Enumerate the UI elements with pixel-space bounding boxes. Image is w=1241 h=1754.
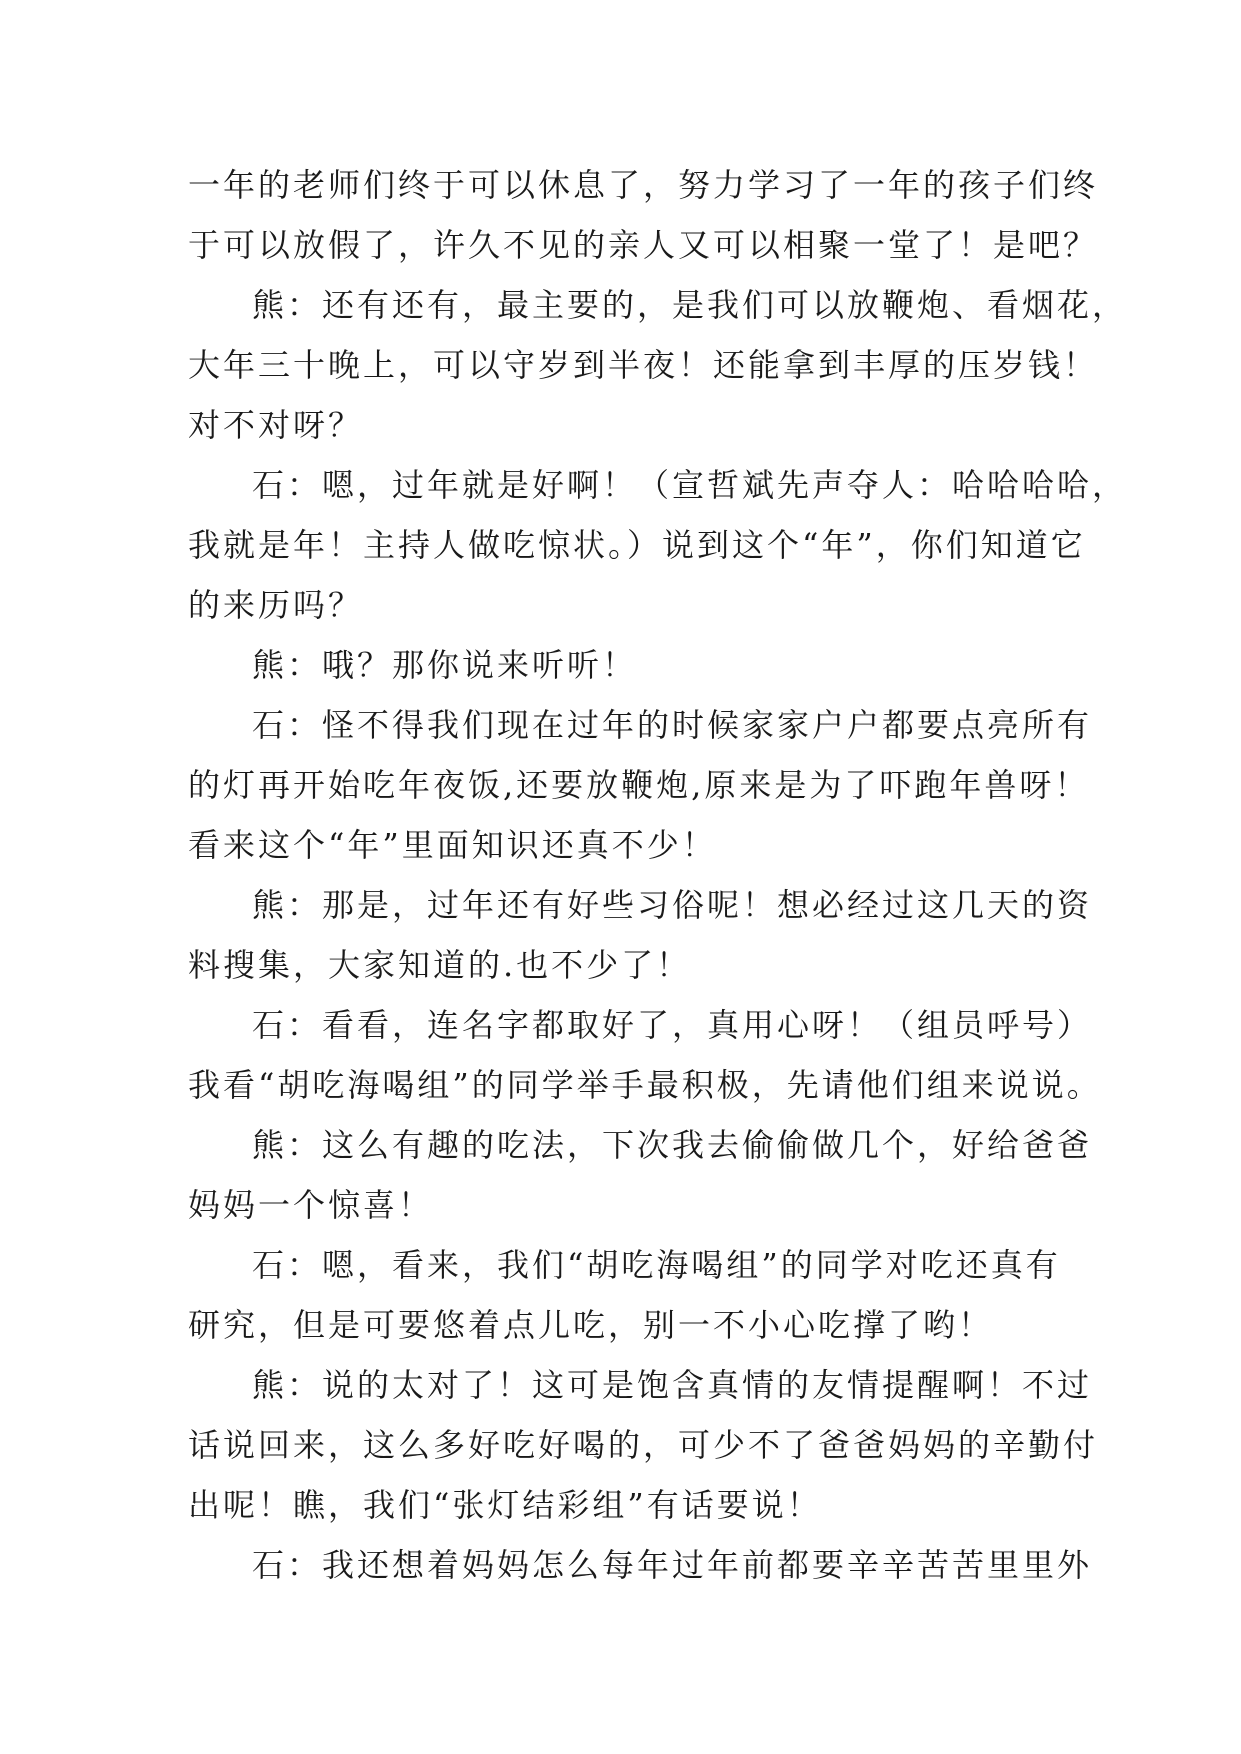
text-line: 料搜集，大家知道的.也不少了！ [188, 946, 692, 984]
text-line: 的来历吗？ [188, 586, 364, 624]
text-line: 石：看看，连名字都取好了，真用心呀！（组员呼号） [252, 1006, 1093, 1044]
text-line: 熊：说的太对了！这可是饱含真情的友情提醒啊！不过 [252, 1366, 1093, 1404]
text-line: 石：怪不得我们现在过年的时候家家户户都要点亮所有 [252, 706, 1093, 744]
text-line: 大年三十晚上，可以守岁到半夜！还能拿到丰厚的压岁钱！ [188, 346, 1099, 384]
text-line: 一年的老师们终于可以休息了，努力学习了一年的孩子们终 [188, 166, 1099, 204]
text-line: 对不对呀？ [188, 406, 364, 444]
text-line: 于可以放假了，许久不见的亲人又可以相聚一堂了！是吧？ [188, 226, 1099, 264]
text-line: 的灯再开始吃年夜饭,还要放鞭炮,原来是为了吓跑年兽呀！ [188, 766, 1090, 804]
text-line: 话说回来，这么多好吃好喝的，可少不了爸爸妈妈的辛勤付 [188, 1426, 1099, 1464]
text-line: 看来这个“年”里面知识还真不少！ [188, 826, 717, 864]
text-line: 我就是年！主持人做吃惊状。）说到这个“年”，你们知道它 [188, 526, 1086, 564]
text-line: 石：嗯，过年就是好啊！（宣哲斌先声夺人：哈哈哈哈， [252, 466, 1128, 504]
text-line: 熊：那是，过年还有好些习俗呢！想必经过这几天的资 [252, 886, 1093, 924]
document-body [188, 155, 1128, 1595]
text-line: 研究，但是可要悠着点儿吃，别一不小心吃撑了哟！ [188, 1306, 994, 1344]
text-line: 石：嗯，看来，我们“胡吃海喝组”的同学对吃还真有 [252, 1246, 1061, 1284]
text-line: 妈妈一个惊喜！ [188, 1186, 434, 1224]
text-line: 石：我还想着妈妈怎么每年过年前都要辛辛苦苦里里外 [252, 1546, 1093, 1584]
text-line: 我看“胡吃海喝组”的同学举手最积极，先请他们组来说说。 [188, 1066, 1102, 1104]
text-line: 熊：还有还有，最主要的，是我们可以放鞭炮、看烟花， [252, 286, 1128, 324]
text-line: 熊：这么有趣的吃法，下次我去偷偷做几个，好给爸爸 [252, 1126, 1093, 1164]
text-line: 出呢！瞧，我们“张灯结彩组”有话要说！ [188, 1486, 822, 1524]
text-line: 熊：哦？那你说来听听！ [252, 646, 638, 684]
